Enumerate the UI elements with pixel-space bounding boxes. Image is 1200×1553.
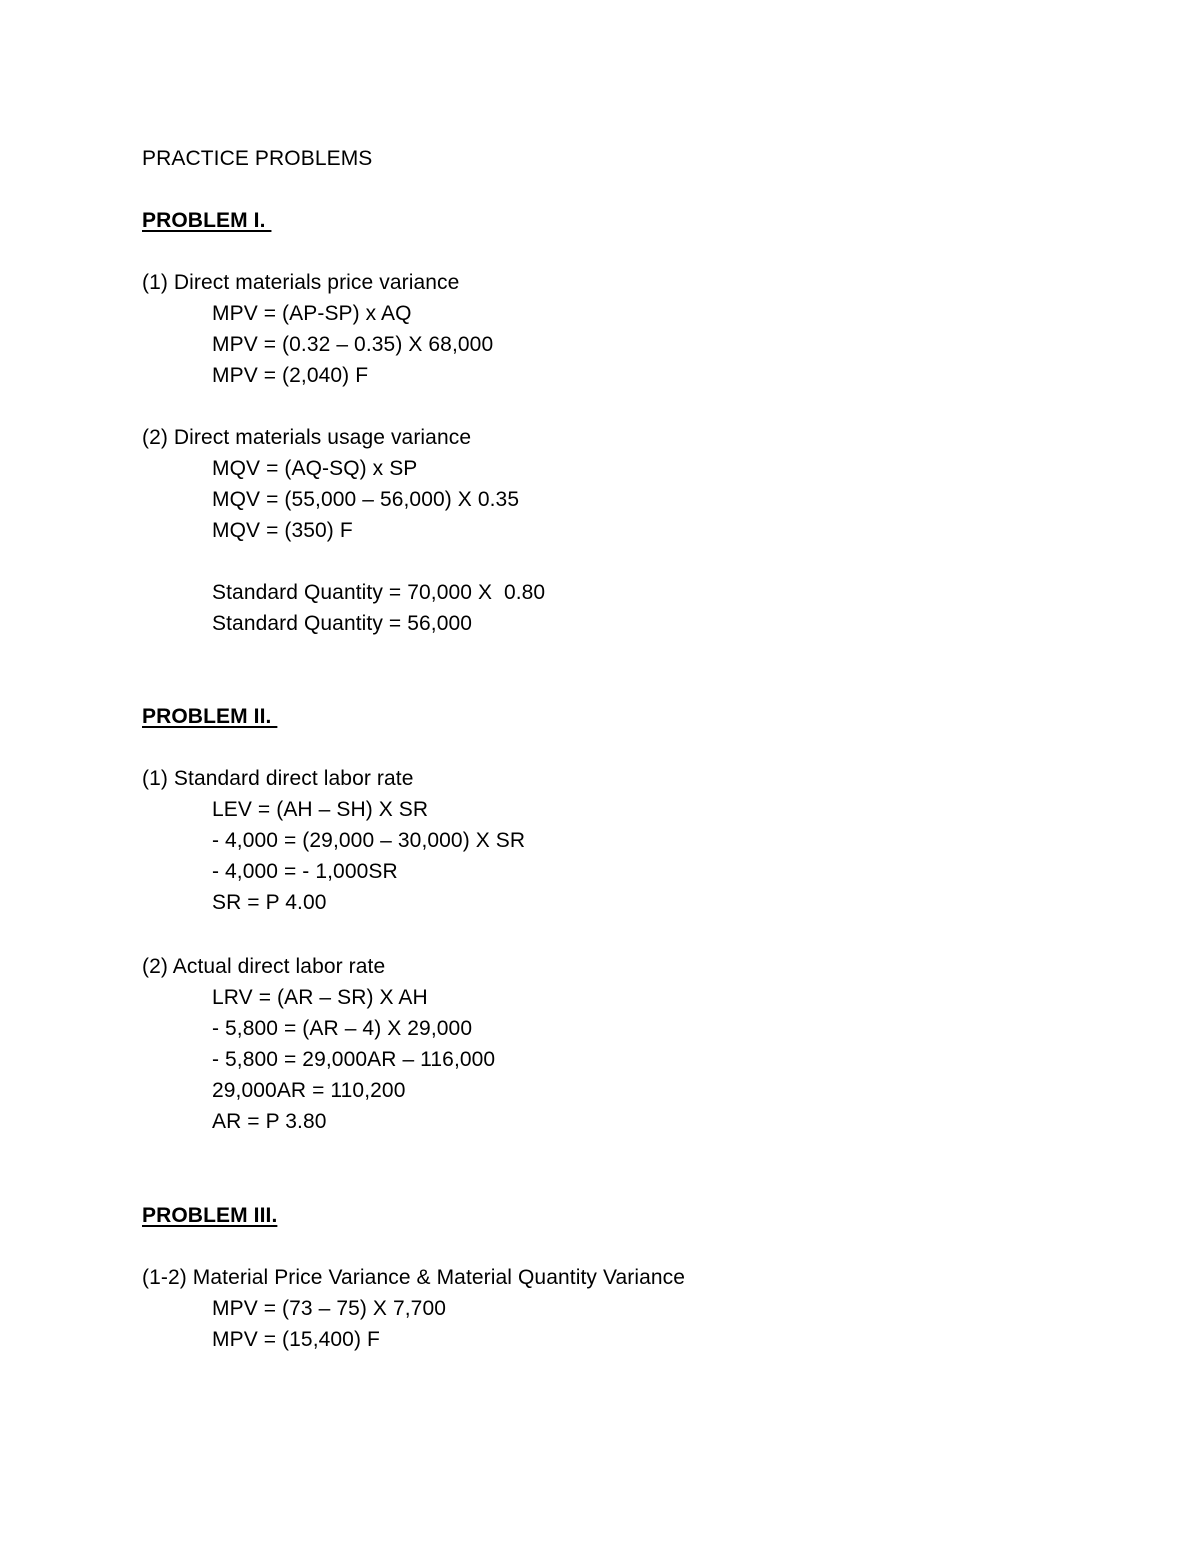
formula-line: MPV = (73 – 75) X 7,700 <box>212 1297 447 1320</box>
formula-line: MQV = (350) F <box>212 519 353 542</box>
document-title: PRACTICE PROBLEMS <box>142 147 373 170</box>
formula-line: Standard Quantity = 56,000 <box>212 612 473 635</box>
formula-line: - 4,000 = (29,000 – 30,000) X SR <box>212 829 526 852</box>
formula-line: MPV = (15,400) F <box>212 1328 380 1351</box>
problem-3-part-1-label: (1-2) Material Price Variance & Material Quantity Variance <box>142 1266 686 1289</box>
formula-line: MPV = (0.32 – 0.35) X 68,000 <box>212 333 494 356</box>
formula-line: MPV = (AP-SP) x AQ <box>212 302 412 325</box>
problem-2-part-2-label: (2) Actual direct labor rate <box>142 955 386 978</box>
formula-line: MQV = (55,000 – 56,000) X 0.35 <box>212 488 520 511</box>
formula-line: AR = P 3.80 <box>212 1110 327 1133</box>
formula-line: - 4,000 = - 1,000SR <box>212 860 398 883</box>
problem-1-part-2-label: (2) Direct materials usage variance <box>142 426 472 449</box>
formula-line: - 5,800 = 29,000AR – 116,000 <box>212 1048 496 1071</box>
problem-3-heading: PROBLEM III. <box>142 1204 278 1227</box>
formula-line: Standard Quantity = 70,000 X 0.80 <box>212 581 546 604</box>
problem-2-part-1-label: (1) Standard direct labor rate <box>142 767 414 790</box>
formula-line: MQV = (AQ-SQ) x SP <box>212 457 418 480</box>
formula-line: - 5,800 = (AR – 4) X 29,000 <box>212 1017 473 1040</box>
problem-1-part-1-label: (1) Direct materials price variance <box>142 271 460 294</box>
formula-line: LRV = (AR – SR) X AH <box>212 986 428 1009</box>
problem-1-heading: PROBLEM I. <box>142 209 272 232</box>
formula-line: SR = P 4.00 <box>212 891 327 914</box>
formula-line: MPV = (2,040) F <box>212 364 369 387</box>
formula-line: 29,000AR = 110,200 <box>212 1079 406 1102</box>
problem-2-heading: PROBLEM II. <box>142 705 278 728</box>
formula-line: LEV = (AH – SH) X SR <box>212 798 429 821</box>
